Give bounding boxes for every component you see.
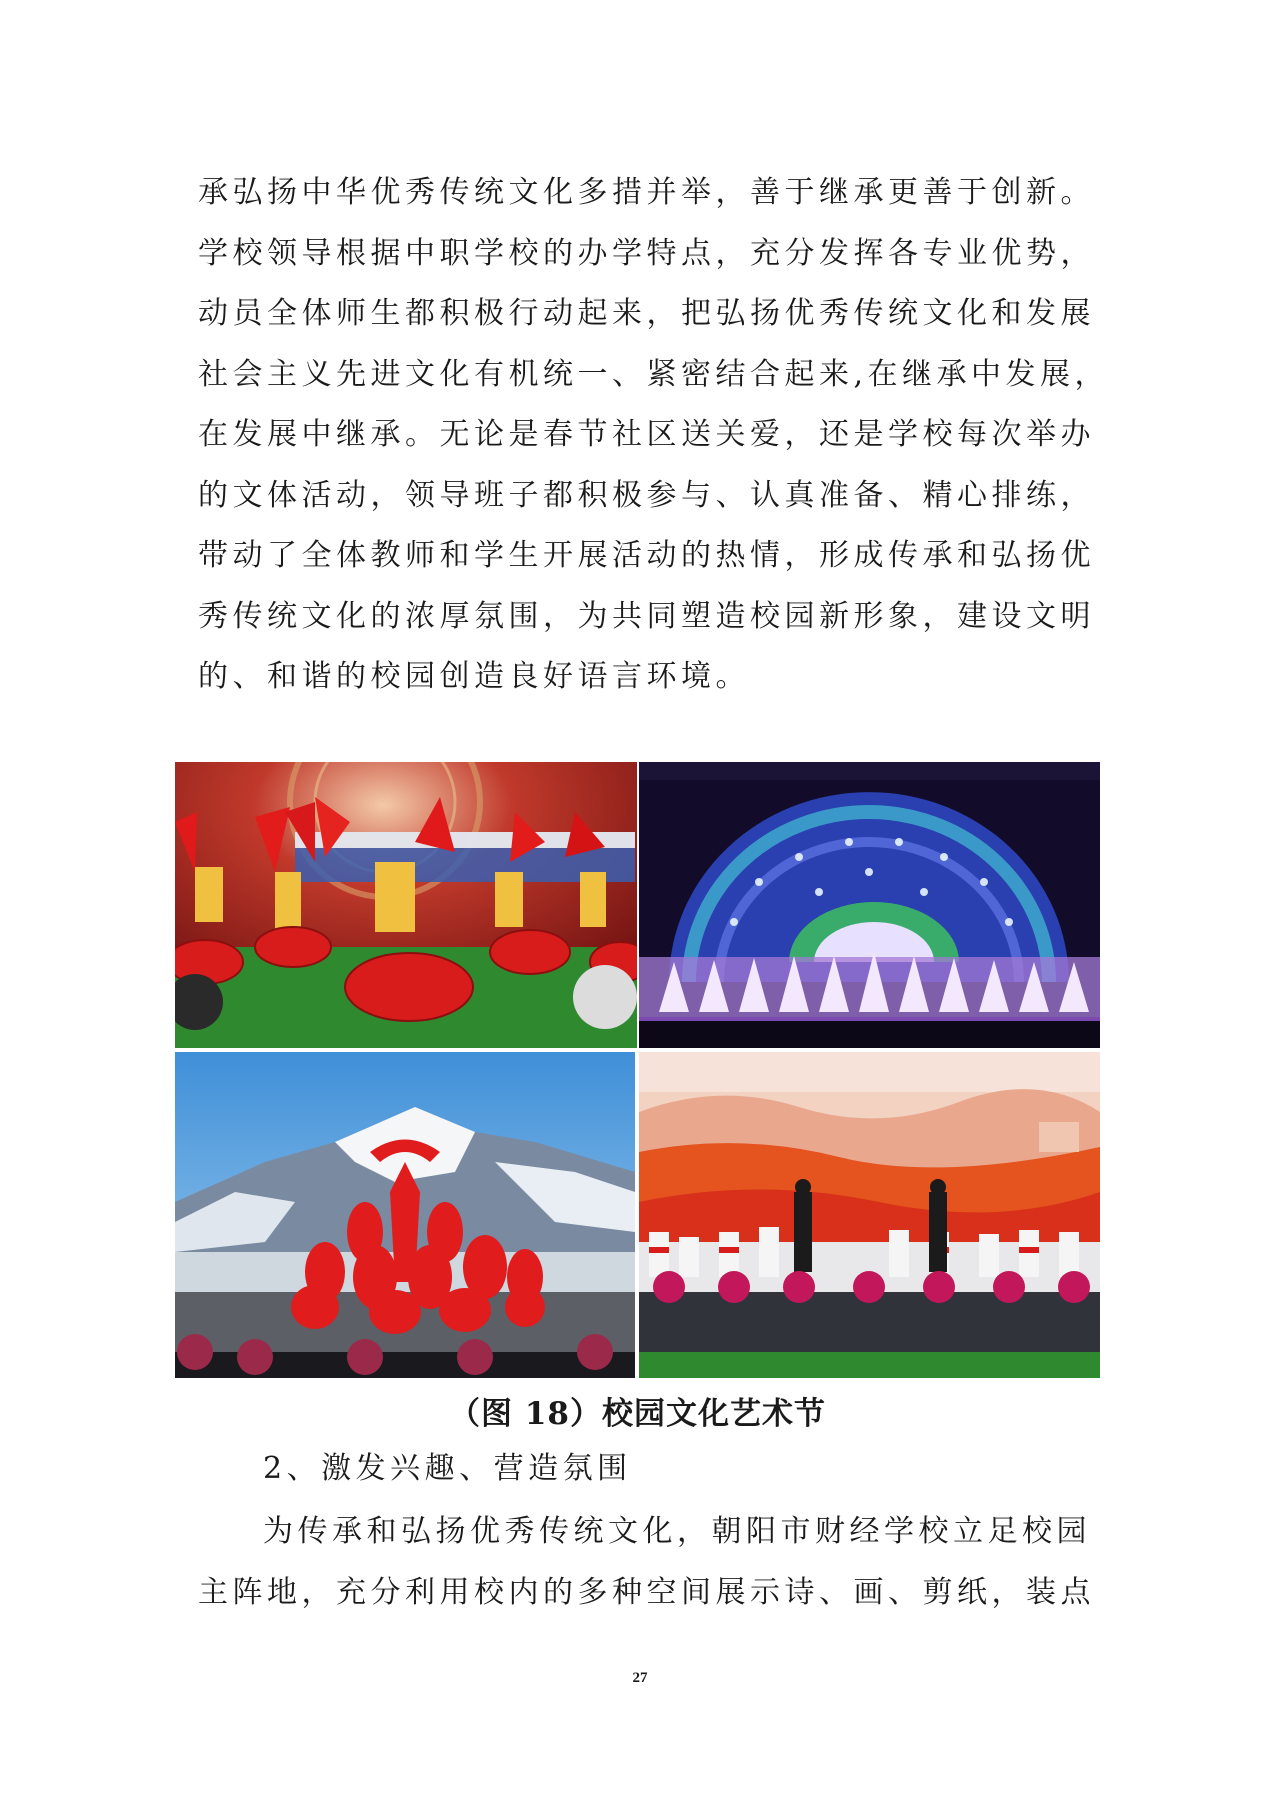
paragraph-line: 在发展中继承。无论是春节社区送关爱，还是学校每次举办 [198, 417, 1095, 452]
paragraph-line: 秀传统文化的浓厚氛围，为共同塑造校园新形象，建设文明 [198, 598, 1095, 634]
top-paragraph [198, 163, 1110, 708]
peacock-dance-photo [639, 762, 1100, 1048]
red-stage-singing-photo [639, 1052, 1100, 1378]
paragraph-line: 承弘扬中华优秀传统文化多措并举，善于继承更善于创新。 [198, 175, 1095, 210]
paragraph-line: 动员全体师生都积极行动起来，把弘扬优秀传统文化和发展 [198, 296, 1095, 331]
bottom-paragraph [198, 1502, 1098, 1623]
snow-mountain-dance-photo [175, 1052, 635, 1378]
paragraph-line: 社会主义先进文化有机统一、紧密结合起来,在继承中发展， [198, 356, 1110, 392]
paragraph-line: 为传承和弘扬优秀传统文化，朝阳市财经学校立足校园 [263, 1514, 1091, 1549]
paragraph-line: 带动了全体教师和学生开展活动的热情，形成传承和弘扬优 [198, 538, 1095, 573]
drum-performance-photo [175, 762, 637, 1048]
page-number: 27 [632, 1670, 648, 1686]
figure-caption: （图 18）校园文化艺术节 [449, 1396, 826, 1432]
paragraph-line: 学校领导根据中职学校的办学特点，充分发挥各专业优势， [198, 235, 1095, 271]
figure-photo-grid [175, 762, 1100, 1378]
paragraph-line: 主阵地，充分利用校内的多种空间展示诗、画、剪纸，装点 [198, 1574, 1095, 1610]
paragraph-line: 的、和谐的校园创造良好语言环境。 [198, 659, 750, 694]
section-heading: 2、激发兴趣、营造氛围 [263, 1451, 632, 1486]
paragraph-line: 的文体活动，领导班子都积极参与、认真准备、精心排练， [198, 477, 1095, 513]
